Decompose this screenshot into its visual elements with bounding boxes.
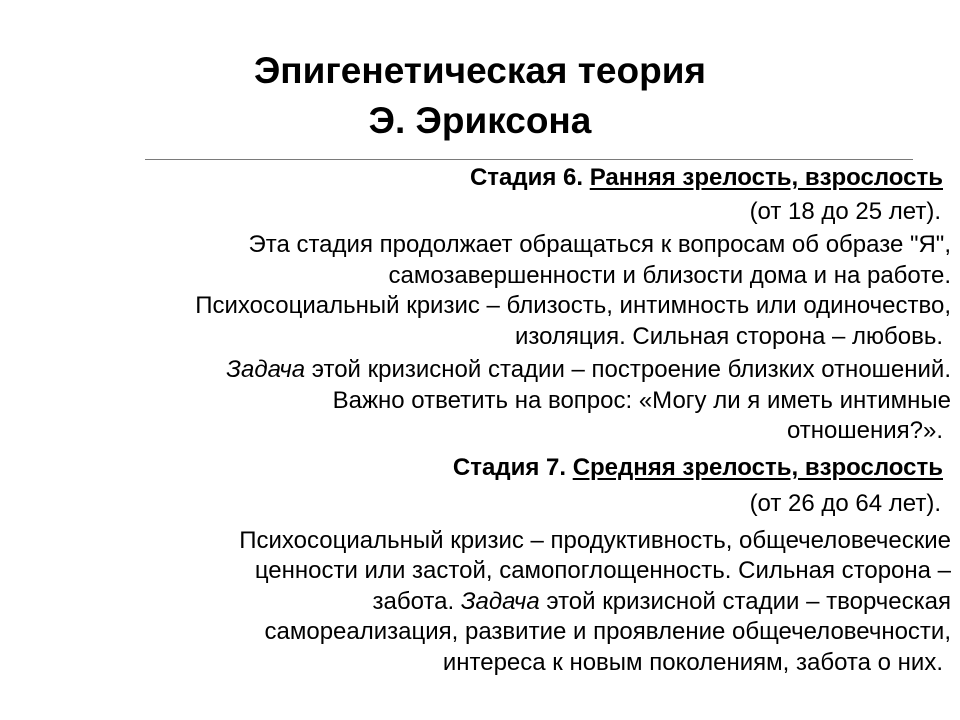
stage-6-name: Ранняя зрелость, взрослость	[589, 164, 943, 191]
task-word: Задача	[226, 356, 306, 383]
text-line: Важно ответить на вопрос: «Могу ли я иметь интимные	[332, 386, 951, 414]
stage-7-age: (от 26 до 64 лет).	[749, 490, 941, 517]
text-line: самозавершенности и близости дома и на работе.	[388, 261, 951, 289]
slide-title-line-2: Э. Эриксона	[368, 100, 592, 141]
stage-7-heading	[30, 453, 951, 484]
stage-7-description	[30, 526, 951, 679]
task-word: Задача	[460, 587, 540, 615]
stage-7-name: Средняя зрелость, взрослость	[572, 453, 943, 481]
text-line: интереса к новым поколениям, забота о них.	[442, 648, 943, 676]
text-line	[30, 587, 951, 618]
stage-6-task	[30, 355, 951, 447]
slide-title-line-1: Эпигенетическая теория	[253, 50, 707, 91]
stage-6-heading	[30, 163, 951, 194]
text-fragment: забота.	[372, 587, 461, 615]
title-divider	[145, 159, 913, 160]
text-line: Эта стадия продолжает обращаться к вопросам об образе "Я",	[248, 231, 951, 258]
slide-title	[0, 46, 960, 146]
text-line	[30, 355, 951, 386]
text-line: ценности или застой, самопоглощенность. Сильная сторона –	[254, 557, 951, 584]
text-fragment: этой кризисной стадии – творческая	[539, 587, 951, 615]
text-line: отношения?».	[786, 417, 943, 444]
stage-7-prefix: Стадия 7.	[452, 453, 567, 481]
text-line: Психосоциальный кризис – близость, интимность или одиночество,	[195, 292, 951, 319]
stage-6-description	[30, 230, 951, 352]
text-line: самореализация, развитие и проявление общечеловечности,	[264, 618, 951, 645]
text-line: Психосоциальный кризис – продуктивность, общечеловеческие	[239, 526, 951, 554]
stage-6-prefix: Стадия 6.	[469, 164, 584, 191]
slide-body	[30, 163, 951, 678]
stage-6-age: (от 18 до 25 лет).	[749, 197, 941, 225]
text-fragment: этой кризисной стадии – построение близких отношений.	[305, 356, 951, 383]
text-line: изоляция. Сильная сторона – любовь.	[514, 322, 943, 350]
